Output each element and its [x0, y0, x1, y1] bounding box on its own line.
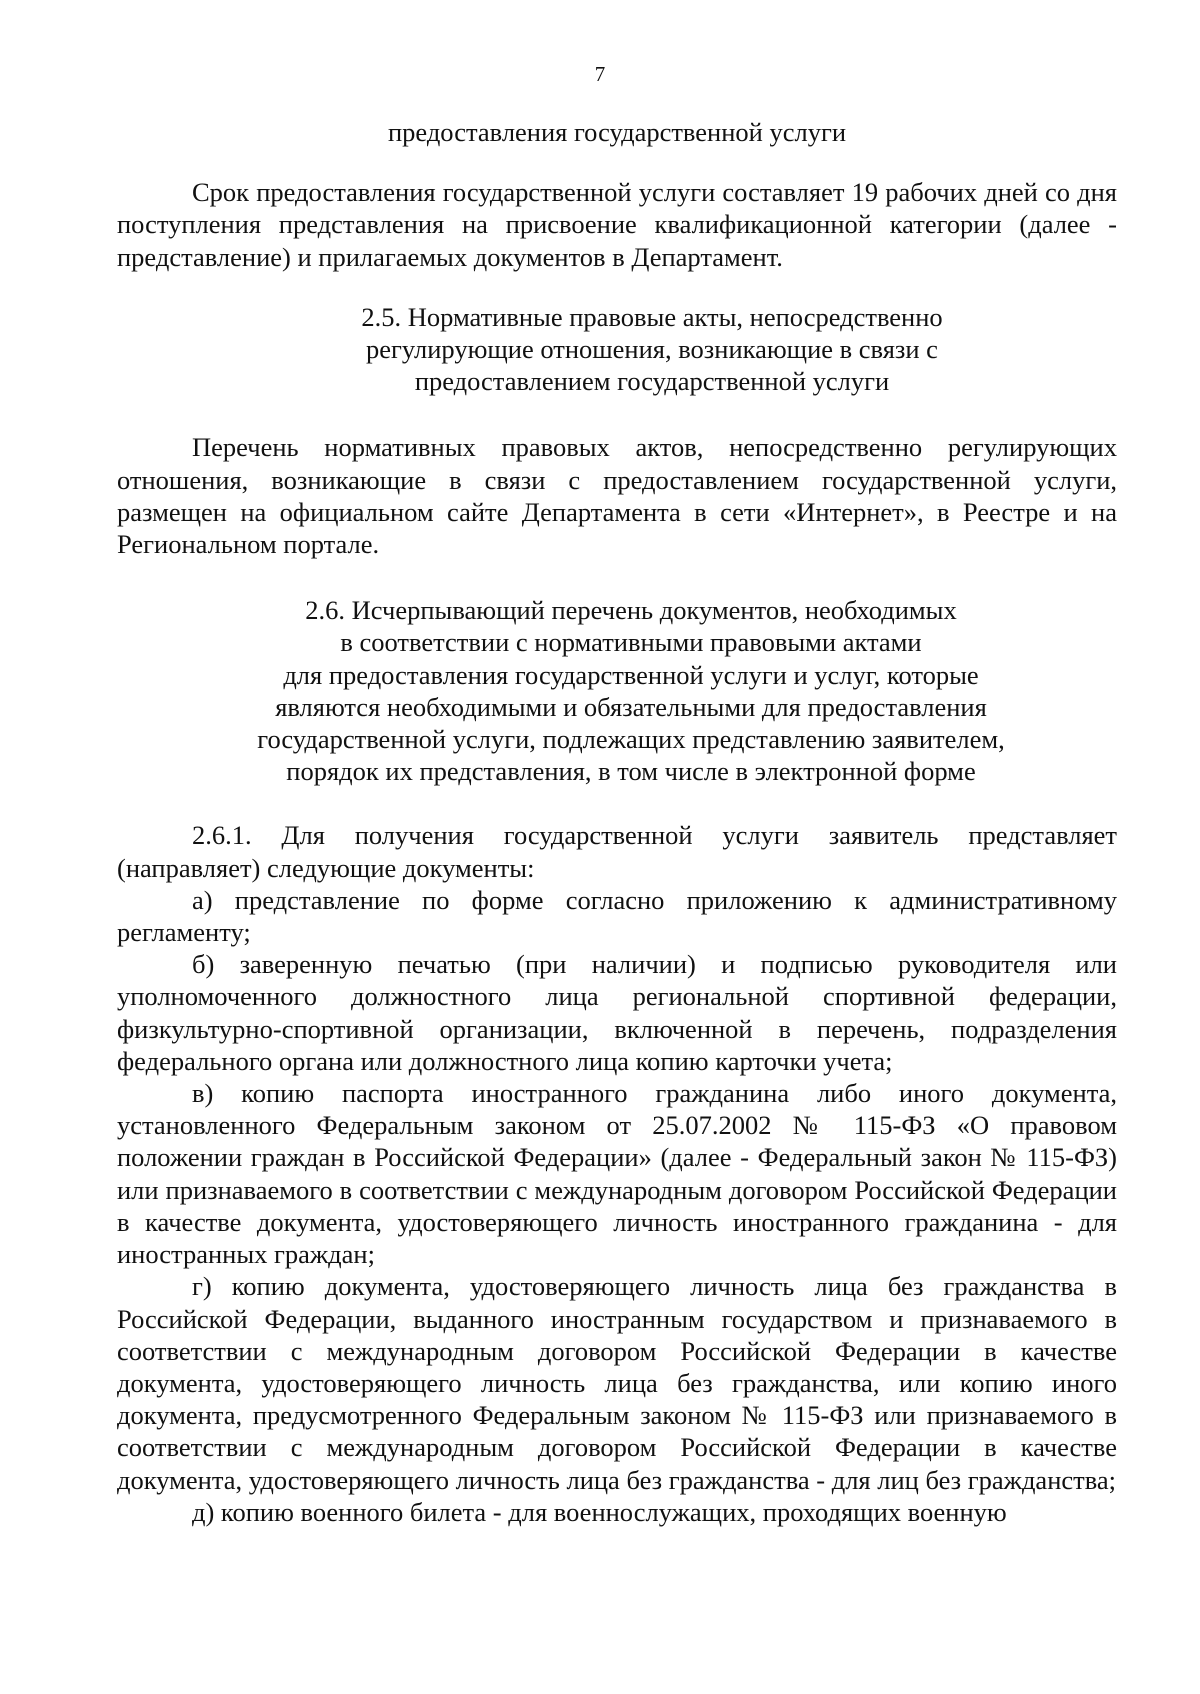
heading-continuation: предоставления государственной услуги — [387, 117, 847, 147]
page-number: 7 — [594, 62, 606, 86]
section-2-6-heading — [117, 594, 1117, 787]
section-2-5-paragraph: Перечень нормативных правовых актов, непосредственно регулирующих отношения, возникающие в связи с предоставлением государственной услуги, размещен на официальном сайте Департамента в сети «Интернет», в Реестре и на Региональном портале. — [117, 432, 1117, 560]
section-2-6-heading-line: порядок их представления, в том числе в электронной форме — [286, 756, 976, 787]
section-2-6-heading-line: являются необходимыми и обязательными для предоставления — [275, 691, 987, 722]
document-list-item-g: г) копию документа, удостоверяющего личность лица без гражданства в Российской Федерации, выданного иностранным государством и признаваемого в соответствии с международным договором Российской Федерации в качестве документа, удостоверяющего личность лица без гражданства, или копию иного документа, предусмотренного Федеральным законом № 115-ФЗ или признаваемого в соответствии с международным договором Российской Федерации в качестве документа, удостоверяющего личность лица без гражданства - для лиц без гражданства; — [117, 1271, 1117, 1495]
document-list-item-d: д) копию военного билета - для военнослужащих, проходящих военную — [192, 1496, 1007, 1527]
page-content — [117, 116, 1117, 1528]
section-2-6-heading-line: для предоставления государственной услуги и услуг, которые — [283, 659, 979, 690]
document-list-item-v: в) копию паспорта иностранного гражданина либо иного документа, установленного Федеральным законом от 25.07.2002 № 115-ФЗ «О правовом положении граждан в Российской Федерации» (далее - Федеральный закон № 115-ФЗ) или признаваемого в соответствии с международным договором Российской Федерации в качестве документа, удостоверяющего личность иностранного гражданина - для иностранных граждан; — [117, 1078, 1117, 1270]
term-paragraph: Срок предоставления государственной услуги составляет 19 рабочих дней со дня поступления представления на присвоение квалификационной категории (далее - представление) и прилагаемых документов в Департамент. — [117, 177, 1117, 272]
section-2-5-heading-line: регулирующие отношения, возникающие в связи с — [366, 334, 938, 365]
document-list-item-a: а) представление по форме согласно приложению к административному регламенту; — [117, 884, 1117, 948]
section-2-5-heading-line: предоставлением государственной услуги — [414, 366, 890, 397]
section-2-5-heading-line: 2.5. Нормативные правовые акты, непосредственно — [361, 301, 943, 332]
section-2-6-heading-line: 2.6. Исчерпывающий перечень документов, необходимых — [305, 595, 957, 626]
document-list-item-b: б) заверенную печатью (при наличии) и подписью руководителя или уполномоченного должностного лица региональной спортивной федерации, физкультурно-спортивной организации, включенной в перечень, подразделения федерального органа или должностного лица копию карточки учета; — [117, 949, 1117, 1076]
section-2-6-heading-line: государственной услуги, подлежащих представлению заявителем, — [257, 724, 1005, 755]
section-2-5-heading — [117, 301, 1117, 398]
section-2-6-1-intro: 2.6.1. Для получения государственной услуги заявитель представляет (направляет) следующие документы: — [117, 820, 1117, 883]
section-2-6-heading-line: в соответствии с нормативными правовыми актами — [340, 627, 922, 658]
